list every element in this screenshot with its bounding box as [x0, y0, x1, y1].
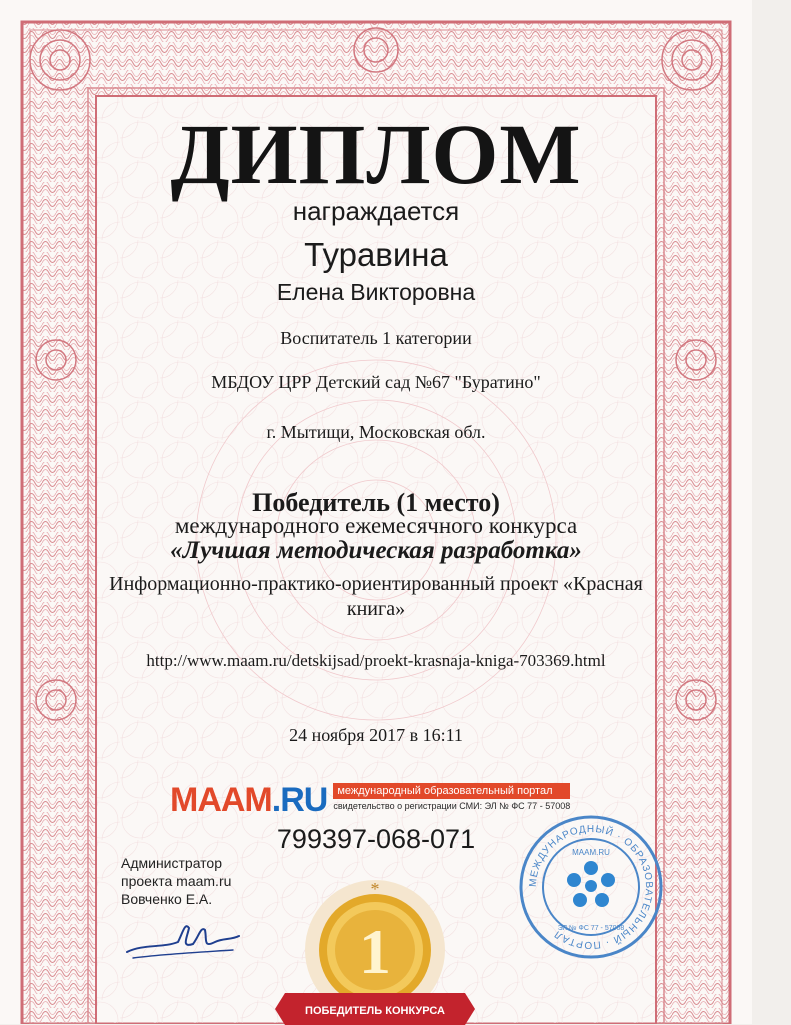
logo-dot: .	[271, 781, 281, 819]
admin-line-3: Вовченко Е.А.	[121, 891, 213, 907]
winner-place: Победитель (1 место)	[252, 488, 500, 517]
recipient-role: Воспитатель 1 категории	[280, 328, 472, 348]
project-title-line-1: Информационно-практико-ориентированный проект «Красная	[109, 573, 643, 595]
maam-logo	[170, 783, 327, 817]
contest-name: «Лучшая методическая разработка»	[170, 537, 582, 564]
stamp-ring-text: МЕЖДУНАРОДНЫЙ · ОБРАЗОВАТЕЛЬНЫЙ · ПОРТАЛ	[527, 823, 655, 951]
winner-medal	[265, 875, 485, 1025]
admin-line-1: Администратор	[121, 855, 223, 871]
stamp-snowflake-icon	[567, 861, 615, 907]
project-url: http://www.maam.ru/detskijsad/proekt-krasnaja-kniga-703369.html	[146, 651, 606, 670]
logo-ru-text: RU	[280, 781, 328, 819]
recipient-organization: МБДОУ ЦРР Детский сад №67 "Буратино"	[211, 372, 541, 392]
portal-logo-block	[170, 783, 570, 819]
administrator-block	[121, 854, 231, 908]
medal-ribbon-text: ПОБЕДИТЕЛЬ КОНКУРСА	[305, 1005, 445, 1017]
stamp-reg-text: ЭЛ № ФС 77 - 57008	[557, 925, 625, 932]
logo-main-text: MAAM	[170, 781, 272, 819]
admin-line-2: проекта maam.ru	[121, 873, 232, 889]
portal-registration: свидетельство о регистрации СМИ: ЭЛ № ФС 77 - 57008	[333, 801, 571, 811]
stamp-center-text: MAAM.RU	[572, 848, 610, 857]
medal-number: 1	[359, 916, 391, 987]
portal-caption	[333, 783, 570, 811]
recipient-name: Елена Викторовна	[276, 279, 476, 305]
signature-image	[123, 914, 243, 964]
awarded-label: награждается	[292, 196, 460, 226]
diploma-number: 799397-068-071	[276, 824, 476, 854]
svg-text:*: *	[370, 879, 380, 899]
diploma-title: ДИПЛОМ	[170, 106, 582, 202]
award-date: 24 ноября 2017 в 16:11	[289, 725, 463, 745]
official-stamp	[516, 812, 666, 962]
project-title-line-2: книга»	[346, 598, 406, 620]
portal-tagline: международный образовательный портал	[333, 783, 570, 799]
contest-description: международного ежемесячного конкурса	[174, 513, 578, 538]
recipient-city: г. Мытищи, Московская обл.	[266, 422, 486, 442]
recipient-surname: Туравина	[304, 236, 448, 273]
